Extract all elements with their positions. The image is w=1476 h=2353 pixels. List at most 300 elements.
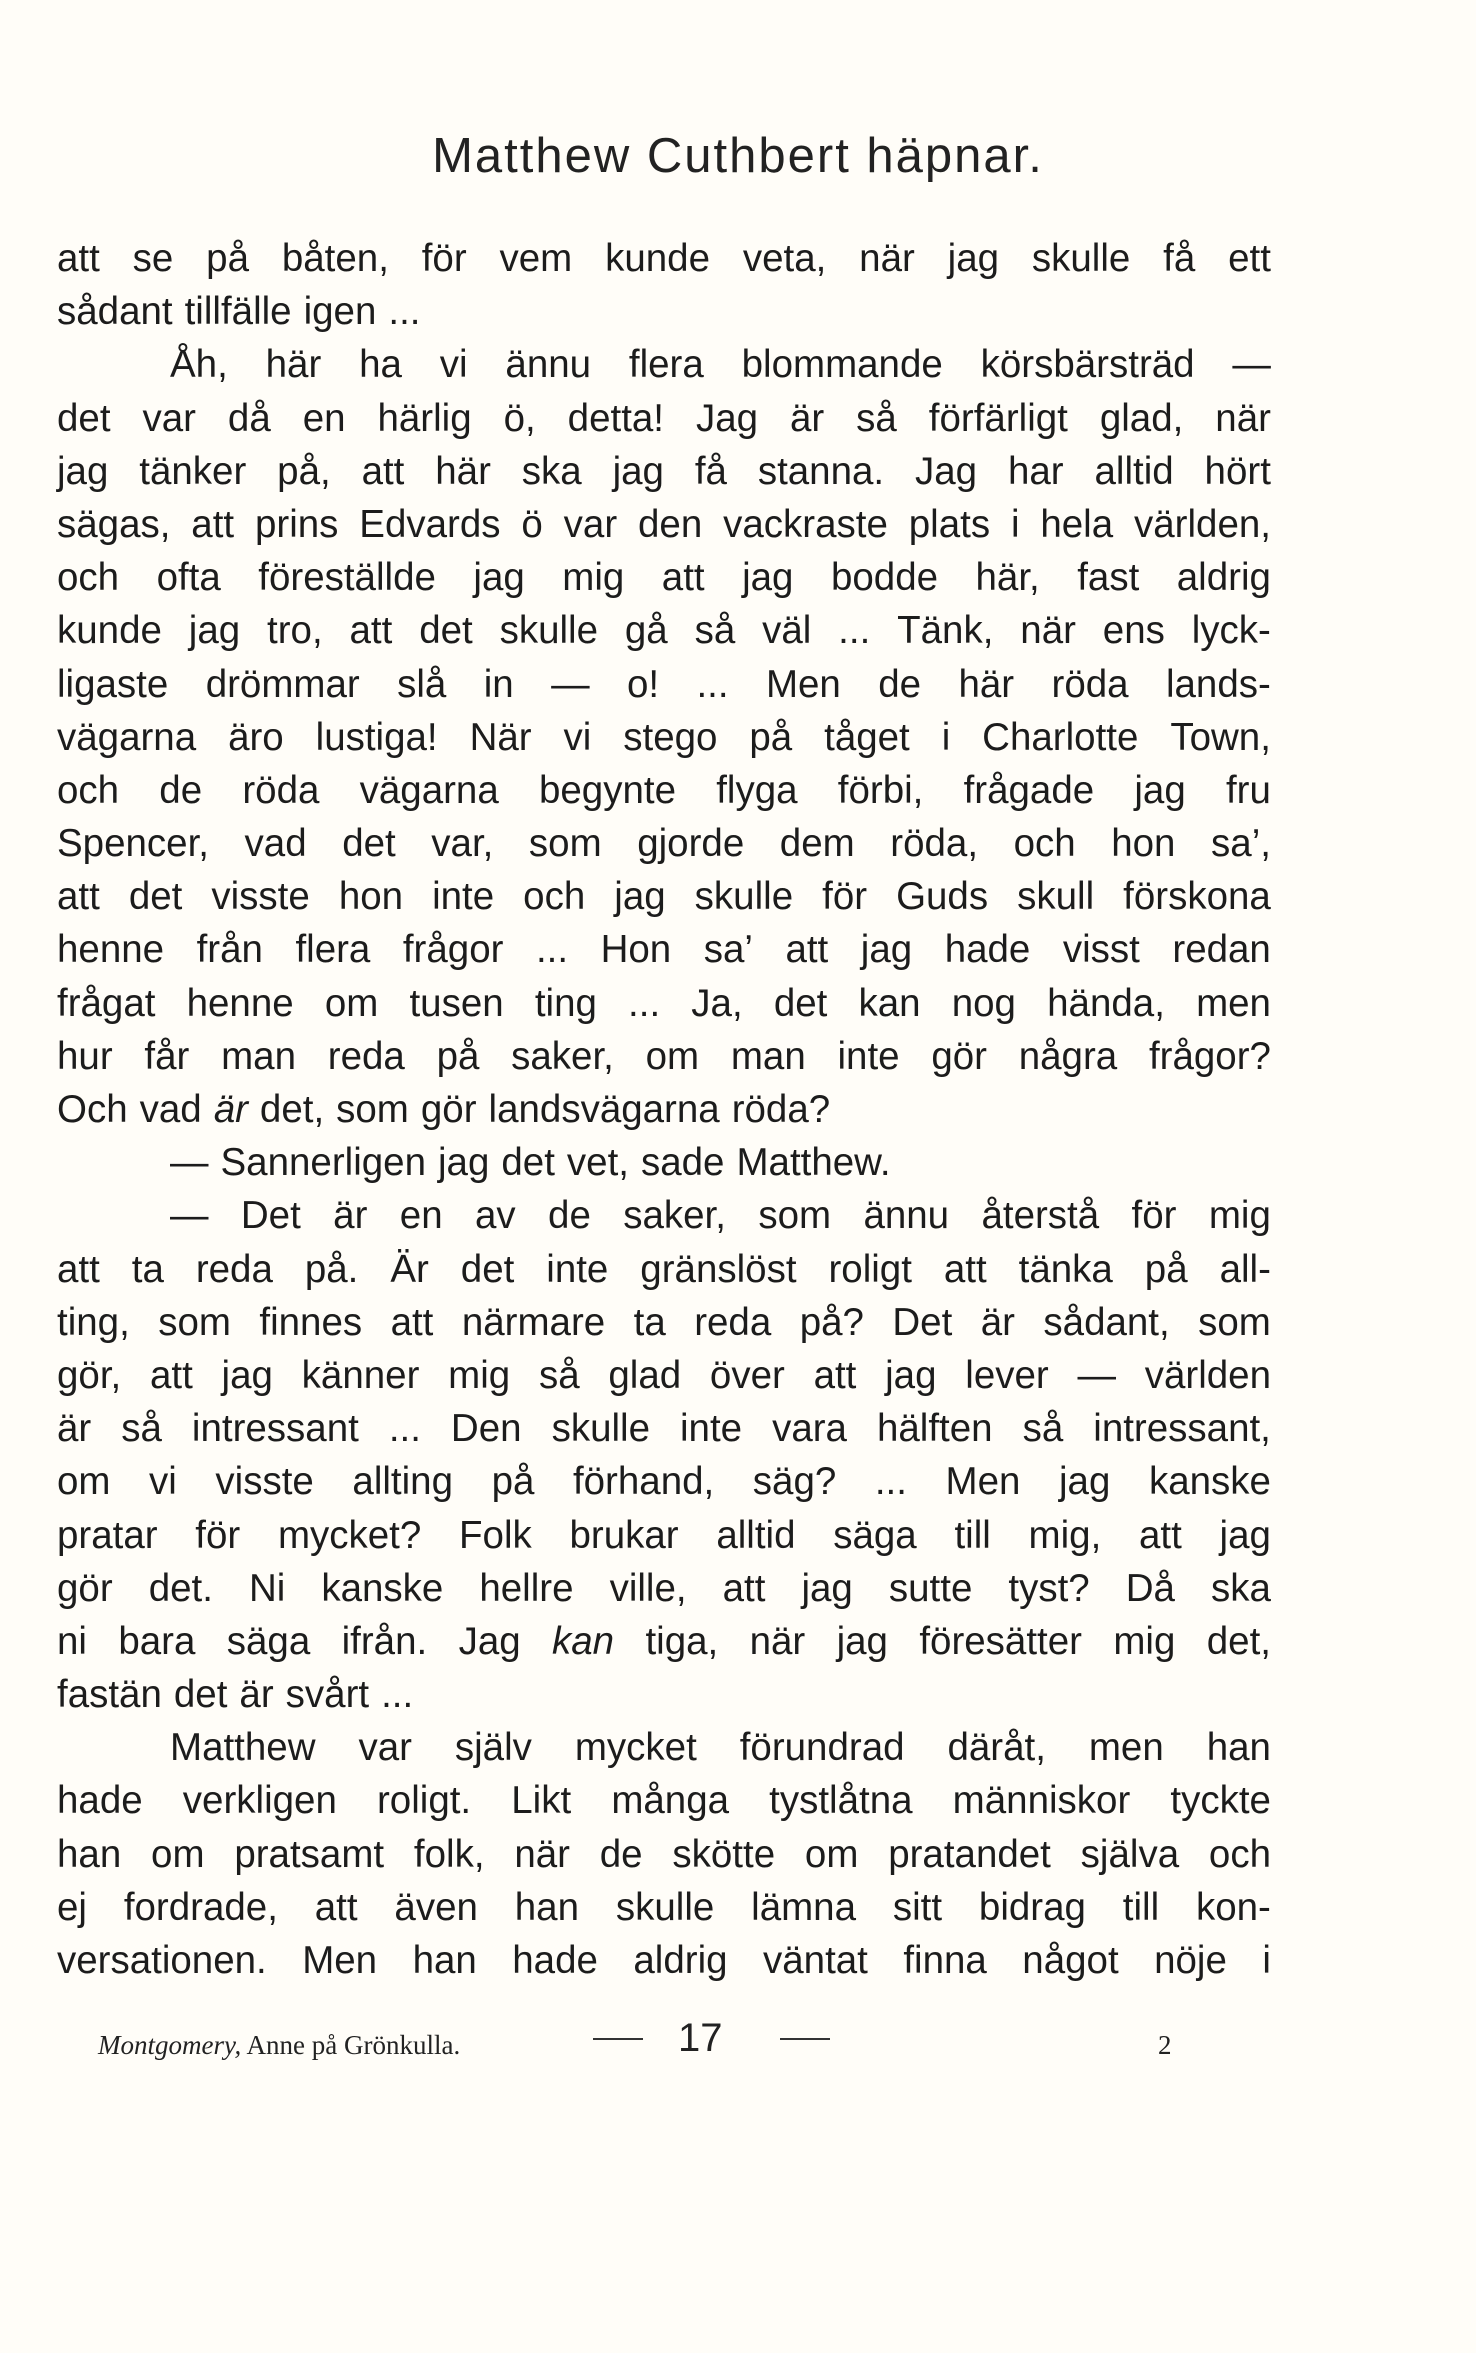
word: Men: [302, 1939, 378, 1982]
word: lustiga!: [315, 715, 438, 759]
word: pratar: [57, 1513, 158, 1557]
word: föresätter: [919, 1619, 1082, 1663]
word: om: [151, 1832, 205, 1876]
word: alltid: [716, 1513, 796, 1557]
word: skulle: [694, 875, 794, 919]
word: jag: [1219, 1513, 1271, 1557]
word: ligaste: [57, 662, 169, 706]
word: reda: [195, 1247, 273, 1291]
word: förhand,: [572, 1460, 715, 1504]
word: känner: [301, 1353, 420, 1397]
word: ö: [521, 502, 543, 546]
word: det.: [148, 1566, 213, 1610]
word: folk,: [413, 1832, 485, 1876]
word: det: [128, 875, 183, 919]
word: i: [941, 715, 951, 759]
word: som: [336, 1088, 409, 1131]
word: för: [421, 237, 467, 280]
word: roligt.: [376, 1779, 472, 1823]
word: skull: [1017, 875, 1095, 919]
word: glad: [608, 1353, 682, 1397]
word: kanske: [1148, 1460, 1271, 1504]
word: för: [1131, 1194, 1177, 1238]
word: som: [758, 1194, 832, 1238]
word: jag: [860, 928, 913, 972]
word: Matthew: [170, 1726, 316, 1770]
word: var: [563, 502, 618, 546]
word: tystlåtna: [769, 1779, 913, 1823]
word: svårt: [285, 1673, 370, 1717]
word: en: [302, 396, 346, 440]
word: reda: [694, 1300, 772, 1344]
word: Jag: [915, 449, 978, 493]
word: Ni: [248, 1566, 286, 1610]
word: vi: [149, 1460, 177, 1504]
word: de: [878, 662, 922, 706]
word: versationen.: [57, 1939, 267, 1982]
word: nöje: [1154, 1939, 1227, 1982]
word: Charlotte: [982, 715, 1139, 759]
word: tro,: [267, 609, 323, 653]
word: Det: [892, 1300, 953, 1344]
text-line: [57, 1402, 1271, 1455]
word: frågor?: [1148, 1034, 1271, 1078]
text-line: [57, 1774, 1271, 1827]
text-line: [57, 1136, 1271, 1189]
word: —: [1077, 1353, 1116, 1397]
word: av: [474, 1194, 516, 1238]
word: ting: [534, 981, 597, 1025]
word: jag: [1058, 1460, 1111, 1504]
word: kunde: [605, 237, 710, 280]
word: visst: [1062, 928, 1140, 972]
word: När: [469, 715, 532, 759]
word: det: [460, 1247, 515, 1291]
word: Likt: [511, 1779, 572, 1823]
word: när: [859, 237, 915, 280]
word: på.: [304, 1247, 359, 1291]
word: intressant,: [1093, 1407, 1271, 1451]
word: blommande: [741, 343, 943, 387]
word: ...: [535, 928, 569, 972]
text-line: [57, 1828, 1271, 1881]
word: gjorde: [637, 822, 745, 866]
text-line: [57, 1934, 1271, 1987]
word: hellre: [479, 1566, 574, 1610]
word: vem: [499, 237, 573, 280]
word: ännu: [863, 1194, 950, 1238]
word: det: [57, 396, 111, 440]
word: igen: [303, 290, 377, 334]
word: föreställde: [258, 556, 436, 600]
text-line: [57, 1296, 1271, 1349]
word: han: [514, 1885, 580, 1929]
text-line: [57, 870, 1271, 923]
word: ...: [838, 609, 871, 653]
word: han: [1206, 1726, 1271, 1770]
word: fast: [1077, 556, 1140, 600]
word: förundrad: [739, 1726, 905, 1770]
word: jag: [742, 556, 794, 600]
word: här: [265, 343, 322, 387]
word: ...: [696, 662, 729, 706]
word: aldrig: [1176, 556, 1271, 600]
word: saker,: [623, 1194, 726, 1238]
word: tänker: [139, 449, 247, 493]
word: inte: [837, 1034, 900, 1078]
word: hälften: [876, 1407, 993, 1451]
word: vi: [563, 715, 592, 759]
word: fordrade,: [123, 1885, 278, 1929]
word: flyga: [716, 768, 798, 812]
word: intressant: [191, 1407, 359, 1451]
word: skötte: [672, 1832, 776, 1876]
word: hända,: [1047, 981, 1165, 1025]
word: tillfälle: [184, 290, 292, 334]
word: äro: [228, 715, 284, 759]
word: är: [980, 1300, 1015, 1344]
word: det: [773, 981, 828, 1025]
word: ...: [388, 290, 421, 334]
word: Edvards: [359, 502, 501, 546]
page-footer: [98, 2016, 1178, 2066]
word: Då: [1125, 1566, 1175, 1610]
word: när: [514, 1832, 570, 1876]
text-line: [57, 923, 1271, 976]
word: röda: [1051, 662, 1129, 706]
word: plats: [908, 502, 991, 546]
footer-dash-right: [780, 2038, 830, 2040]
word: all-: [1219, 1247, 1271, 1291]
word: är: [213, 1088, 248, 1131]
word: sådant: [57, 290, 173, 334]
paragraph: [57, 1136, 1271, 1189]
word: här,: [975, 556, 1040, 600]
word: sutte: [888, 1566, 973, 1610]
word: ska: [1210, 1566, 1271, 1610]
word: mig: [1208, 1194, 1271, 1238]
word: reda: [327, 1034, 405, 1078]
word: tänka: [1018, 1247, 1113, 1291]
word: skulle: [499, 609, 599, 653]
word: att: [57, 237, 100, 280]
word: jag: [473, 556, 525, 600]
word: ska: [521, 449, 582, 493]
word: hon: [1111, 822, 1176, 866]
word: för: [195, 1513, 241, 1557]
word: gör: [57, 1566, 113, 1610]
word: lämna: [751, 1885, 857, 1929]
word: så: [694, 609, 736, 653]
word: säga: [226, 1619, 311, 1663]
word: kan: [552, 1619, 615, 1663]
word: stanna.: [757, 449, 885, 493]
footer-author-title: [98, 2030, 460, 2061]
word: o!: [626, 662, 660, 706]
word: det: [173, 1673, 228, 1717]
word: det: [342, 822, 396, 866]
word: —: [170, 1194, 209, 1238]
text-line: [57, 551, 1271, 604]
text-line: [57, 817, 1271, 870]
word: när: [749, 1619, 806, 1663]
paragraph: [57, 1721, 1271, 1987]
word: så: [856, 396, 897, 440]
word: var,: [431, 822, 494, 866]
text-line: [57, 1881, 1271, 1934]
word: roligt: [828, 1247, 912, 1291]
word: att: [813, 1353, 857, 1397]
word: röda,: [890, 822, 979, 866]
word: Guds: [896, 875, 989, 919]
word: Folk: [459, 1513, 532, 1557]
word: veta,: [742, 237, 827, 280]
word: i: [1262, 1939, 1271, 1982]
word: hade: [944, 928, 1031, 972]
footer-book-title: Anne på Grönkulla.: [246, 2030, 461, 2060]
word: kan: [858, 981, 921, 1025]
word: vi: [439, 343, 468, 387]
word: ni: [57, 1619, 87, 1663]
word: som: [528, 822, 602, 866]
word: mig: [448, 1353, 511, 1397]
text-line: [57, 338, 1271, 391]
word: om: [57, 1460, 111, 1504]
word: det: [419, 609, 473, 653]
word: och: [57, 556, 120, 600]
word: Men: [765, 662, 841, 706]
text-line: [57, 1243, 1271, 1296]
word: körsbärsträd: [980, 343, 1195, 387]
word: hela: [1040, 502, 1114, 546]
word: om: [645, 1034, 700, 1078]
word: visste: [211, 875, 310, 919]
word: allting: [352, 1460, 453, 1504]
word: så: [121, 1407, 162, 1451]
word: gör: [931, 1034, 987, 1078]
word: var: [142, 396, 196, 440]
word: på: [749, 715, 793, 759]
word: sådant,: [1043, 1300, 1170, 1344]
text-line: [57, 232, 1271, 285]
word: inte: [546, 1247, 609, 1291]
word: mycket?: [277, 1513, 422, 1557]
word: ville,: [609, 1566, 687, 1610]
text-line: [57, 1030, 1271, 1083]
word: hade: [512, 1939, 598, 1982]
word: jag: [801, 1566, 853, 1610]
word: tyckte: [1170, 1779, 1271, 1823]
word: frågor: [402, 928, 504, 972]
word: pratsamt: [234, 1832, 385, 1876]
word: och: [1013, 822, 1076, 866]
word: hur: [57, 1034, 113, 1078]
word: att: [361, 449, 405, 493]
text-line: [57, 977, 1271, 1030]
word: jag: [221, 1353, 273, 1397]
word: att: [191, 502, 235, 546]
word: den: [638, 502, 703, 546]
word: är: [57, 1407, 92, 1451]
text-line: [57, 1083, 1271, 1136]
word: tiga,: [645, 1619, 719, 1663]
text-line: [57, 445, 1271, 498]
paragraph: [57, 232, 1271, 338]
word: att: [149, 1353, 193, 1397]
word: är: [789, 396, 825, 440]
word: gör,: [57, 1353, 122, 1397]
word: närmare: [461, 1300, 606, 1344]
footer-dash-left: [593, 2038, 643, 2040]
word: då: [227, 396, 271, 440]
word: brukar: [569, 1513, 679, 1557]
word: att: [390, 1300, 434, 1344]
word: —: [170, 1141, 209, 1185]
word: Och: [57, 1088, 128, 1131]
word: som: [158, 1300, 231, 1344]
paragraph: [57, 338, 1271, 1136]
word: fastän: [57, 1673, 162, 1717]
word: jag: [1134, 768, 1186, 812]
word: pratandet: [888, 1832, 1051, 1876]
word: kunde: [57, 609, 162, 653]
word: själv: [454, 1726, 532, 1770]
word: röda: [242, 768, 320, 812]
word: bodde: [830, 556, 939, 600]
word: redan: [1172, 928, 1271, 972]
word: mig,: [1028, 1513, 1102, 1557]
word: Den: [450, 1407, 522, 1451]
word: här: [958, 662, 1015, 706]
word: tyst?: [1008, 1566, 1090, 1610]
text-line: [57, 498, 1271, 551]
text-line: [57, 764, 1271, 817]
paragraph: [57, 1189, 1271, 1721]
word: sa’,: [1211, 822, 1271, 866]
word: en: [399, 1194, 443, 1238]
word: man: [221, 1034, 296, 1078]
word: ö,: [503, 396, 536, 440]
word: stego: [623, 715, 718, 759]
word: flera: [628, 343, 704, 387]
word: visste: [215, 1460, 314, 1504]
word: hade: [57, 1779, 143, 1823]
word: inte: [680, 1407, 743, 1451]
word: gränslöst: [640, 1247, 797, 1291]
word: något: [1022, 1939, 1119, 1982]
word: om: [804, 1832, 859, 1876]
word: när: [1020, 609, 1076, 653]
word: över: [709, 1353, 785, 1397]
word: skulle: [551, 1407, 650, 1451]
word: Men: [945, 1460, 1021, 1504]
word: har: [1007, 449, 1064, 493]
word: ...: [381, 1673, 414, 1717]
word: för: [822, 875, 868, 919]
word: båten,: [281, 237, 389, 280]
word: Sannerligen: [220, 1141, 426, 1185]
word: nog: [951, 981, 1016, 1025]
word: härlig: [377, 396, 472, 440]
word: han: [412, 1939, 477, 1982]
word: finnes: [259, 1300, 363, 1344]
word: det,: [1206, 1619, 1271, 1663]
word: verkligen: [182, 1779, 337, 1823]
word: mig: [1113, 1619, 1176, 1663]
word: frågat: [57, 981, 156, 1025]
word: Town,: [1170, 715, 1271, 759]
word: Matthew.: [736, 1141, 891, 1185]
word: hon: [338, 875, 404, 919]
body-text: [57, 232, 1271, 1987]
word: Jag: [458, 1619, 521, 1663]
word: mig: [562, 556, 625, 600]
word: Är: [390, 1247, 429, 1291]
word: röda?: [731, 1088, 831, 1131]
word: Åh,: [170, 343, 228, 387]
word: människor: [952, 1779, 1131, 1823]
word: lands-: [1165, 662, 1271, 706]
word: är: [333, 1194, 368, 1238]
word: fru: [1225, 768, 1271, 812]
word: ens: [1102, 609, 1165, 653]
word: ...: [628, 981, 661, 1025]
text-line: [57, 1668, 1271, 1721]
signature-mark: 2: [1158, 2030, 1172, 2060]
word: vägarna: [57, 715, 197, 759]
word: Ja,: [691, 981, 743, 1025]
word: så: [1022, 1407, 1064, 1451]
word: när: [1215, 396, 1271, 440]
text-line: [57, 1615, 1271, 1668]
word: prins: [254, 502, 339, 546]
word: jag: [836, 1619, 888, 1663]
word: drömmar: [205, 662, 360, 706]
word: var: [358, 1726, 412, 1770]
word: säg?: [752, 1460, 837, 1504]
footer-author: Montgomery,: [98, 2030, 242, 2060]
word: jag: [188, 609, 241, 653]
word: få: [1163, 237, 1196, 280]
word: sitt: [892, 1885, 943, 1929]
word: saker,: [511, 1034, 614, 1078]
word: se: [132, 237, 174, 280]
word: sägas,: [57, 502, 171, 546]
word: begynte: [538, 768, 676, 812]
text-line: [57, 711, 1271, 764]
word: vad: [244, 822, 307, 866]
word: att: [722, 1566, 766, 1610]
word: skulle: [615, 1885, 715, 1929]
word: det: [501, 1141, 555, 1185]
word: på: [436, 1034, 480, 1078]
word: kon-: [1195, 1885, 1271, 1929]
word: landsvägarna: [488, 1088, 720, 1131]
word: även: [394, 1885, 478, 1929]
word: men: [1088, 1726, 1164, 1770]
word: ifrån.: [341, 1619, 428, 1663]
text-line: [57, 658, 1271, 711]
word: vackraste: [723, 502, 888, 546]
word: från: [196, 928, 263, 972]
word: Jag: [695, 396, 759, 440]
word: att: [1138, 1513, 1182, 1557]
word: på: [206, 237, 249, 280]
word: sa’: [703, 928, 753, 972]
word: gör: [420, 1088, 477, 1131]
word: här: [435, 449, 491, 493]
text-line: [57, 1189, 1271, 1242]
